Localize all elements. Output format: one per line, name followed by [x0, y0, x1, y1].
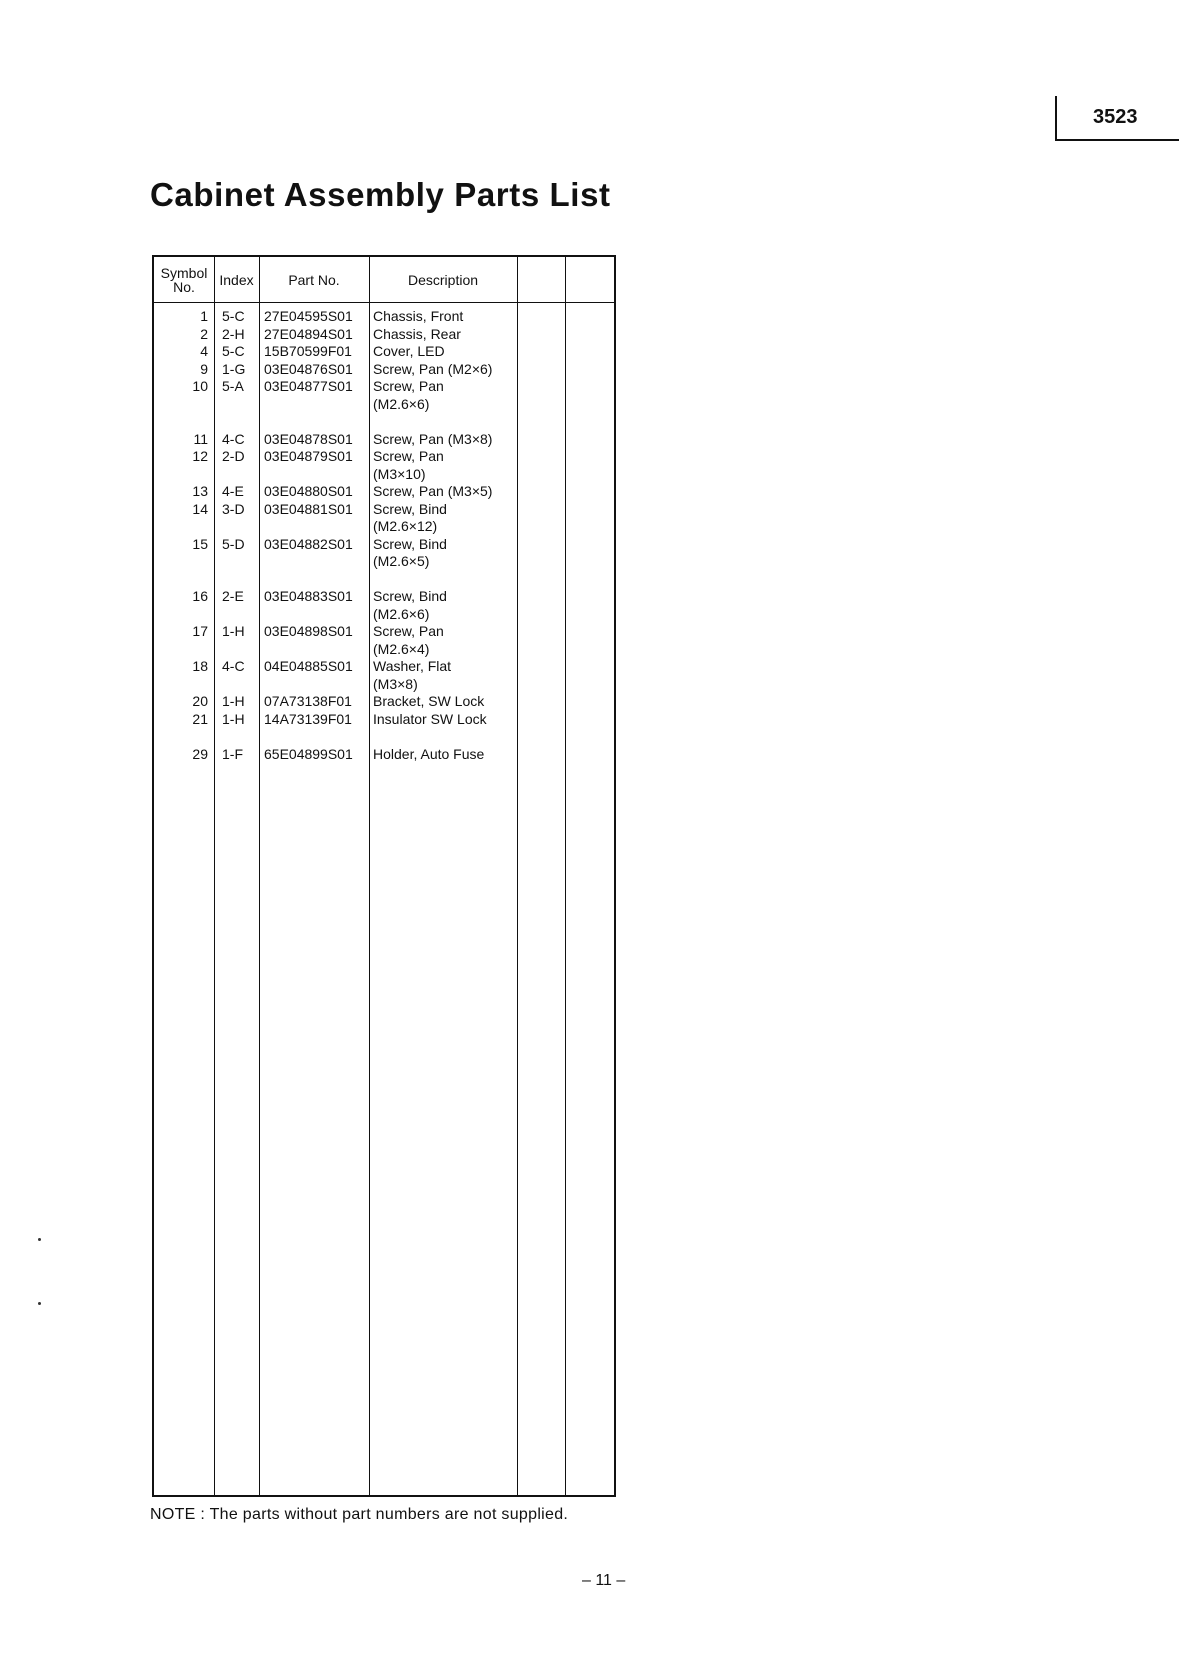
cell-description: Chassis, Rear [373, 325, 461, 342]
page-code: 3523 [1093, 106, 1138, 128]
cell-symbol-no: 14 [192, 500, 208, 517]
table-row [154, 483, 614, 501]
cell-symbol-no: 29 [192, 745, 208, 762]
cell-index: 5-A [222, 378, 244, 394]
header-index-label: Index [219, 271, 254, 288]
cell-symbol-no: 2 [200, 325, 208, 342]
cell-part-no: 03E04879S01 [264, 448, 353, 464]
header-description-label: Description [407, 271, 479, 288]
cell-description: Screw, Pan (M2×6) [373, 360, 493, 377]
header-divider [154, 302, 614, 303]
cell-part-no: 03E04876S01 [264, 360, 353, 377]
cell-part-no: 27E04595S01 [264, 308, 353, 324]
footnote: NOTE : The parts without part numbers are not supplied. [150, 1506, 569, 1523]
cell-description: Screw, Bind (M2.6×5) [373, 535, 447, 569]
cell-symbol-no: 20 [192, 693, 208, 709]
table-row [154, 378, 614, 413]
cell-description: Screw, Bind (M2.6×6) [373, 588, 447, 622]
cell-part-no: 04E04885S01 [264, 658, 353, 674]
page-title: Cabinet Assembly Parts List [150, 176, 611, 213]
cell-symbol-no: 16 [192, 588, 208, 604]
cell-description: Cover, LED [373, 343, 445, 359]
header-part-no-label: Part No. [288, 271, 340, 288]
header-description [369, 257, 517, 302]
header-symbol-no-label: Symbol No. [160, 264, 208, 295]
cell-index: 4-E [222, 483, 244, 499]
table-row [154, 536, 614, 571]
table-row [154, 308, 614, 326]
cell-description: Screw, Pan (M3×8) [373, 430, 493, 447]
scan-speck [38, 1238, 41, 1241]
cell-part-no: 27E04894S01 [264, 325, 353, 342]
cell-part-no: 03E04882S01 [264, 535, 353, 552]
parts-table [152, 255, 616, 1497]
cell-part-no: 03E04880S01 [264, 483, 353, 499]
cell-index: 3-D [222, 500, 245, 517]
cell-symbol-no: 1 [200, 308, 208, 324]
page-number: – 11 – [582, 1572, 626, 1589]
cell-index: 4-C [222, 430, 245, 447]
table-row [154, 343, 614, 361]
table-row [154, 361, 614, 379]
cell-index: 1-F [222, 745, 243, 762]
cell-description: Screw, Pan (M2.6×6) [373, 378, 444, 412]
cell-symbol-no: 9 [200, 360, 208, 377]
cell-part-no: 03E04877S01 [264, 378, 353, 394]
cell-index: 1-H [222, 710, 245, 727]
cell-description: Bracket, SW Lock [373, 693, 485, 709]
table-row [154, 448, 614, 483]
cell-symbol-no: 13 [192, 483, 208, 499]
cell-description: Washer, Flat (M3×8) [373, 658, 452, 692]
cell-description: Screw, Pan (M3×5) [373, 483, 493, 499]
cell-symbol-no: 4 [200, 343, 208, 359]
table-row [154, 326, 614, 344]
cell-part-no: 03E04881S01 [264, 500, 353, 517]
cell-part-no: 65E04899S01 [264, 745, 353, 762]
table-row [154, 711, 614, 729]
cell-part-no: 03E04878S01 [264, 430, 353, 447]
cell-index: 5-C [222, 343, 245, 359]
cell-description: Screw, Bind (M2.6×12) [373, 500, 447, 534]
cell-description: Insulator SW Lock [373, 710, 487, 727]
cell-description: Chassis, Front [373, 308, 464, 324]
cell-part-no: 03E04883S01 [264, 588, 353, 604]
header-part-no [259, 257, 369, 302]
cell-part-no: 15B70599F01 [264, 343, 352, 359]
cell-index: 5-C [222, 308, 245, 324]
cell-part-no: 03E04898S01 [264, 623, 353, 639]
table-row [154, 501, 614, 536]
cell-symbol-no: 17 [192, 623, 208, 639]
header-symbol-no [154, 257, 214, 302]
cell-index: 1-G [222, 360, 246, 377]
cell-symbol-no: 10 [192, 378, 208, 394]
cell-description: Screw, Pan (M3×10) [373, 448, 444, 482]
header-index [214, 257, 259, 302]
cell-index: 2-H [222, 325, 245, 342]
table-body [154, 308, 614, 763]
cell-index: 4-C [222, 658, 245, 674]
table-row [154, 623, 614, 658]
table-row [154, 431, 614, 449]
cell-part-no: 07A73138F01 [264, 693, 352, 709]
table-row [154, 693, 614, 711]
scan-speck [38, 1302, 41, 1305]
cell-part-no: 14A73139F01 [264, 710, 352, 727]
cell-symbol-no: 12 [192, 448, 208, 464]
cell-index: 5-D [222, 535, 245, 552]
table-row [154, 746, 614, 764]
cell-index: 2-E [222, 588, 244, 604]
cell-description: Screw, Pan (M2.6×4) [373, 623, 444, 657]
cell-description: Holder, Auto Fuse [373, 745, 485, 762]
cell-symbol-no: 21 [192, 710, 208, 727]
table-row [154, 588, 614, 623]
cell-index: 1-H [222, 693, 245, 709]
table-row [154, 658, 614, 693]
cell-index: 1-H [222, 623, 245, 639]
cell-symbol-no: 11 [193, 430, 208, 447]
cell-symbol-no: 18 [192, 658, 208, 674]
cell-symbol-no: 15 [192, 535, 208, 552]
cell-index: 2-D [222, 448, 245, 464]
